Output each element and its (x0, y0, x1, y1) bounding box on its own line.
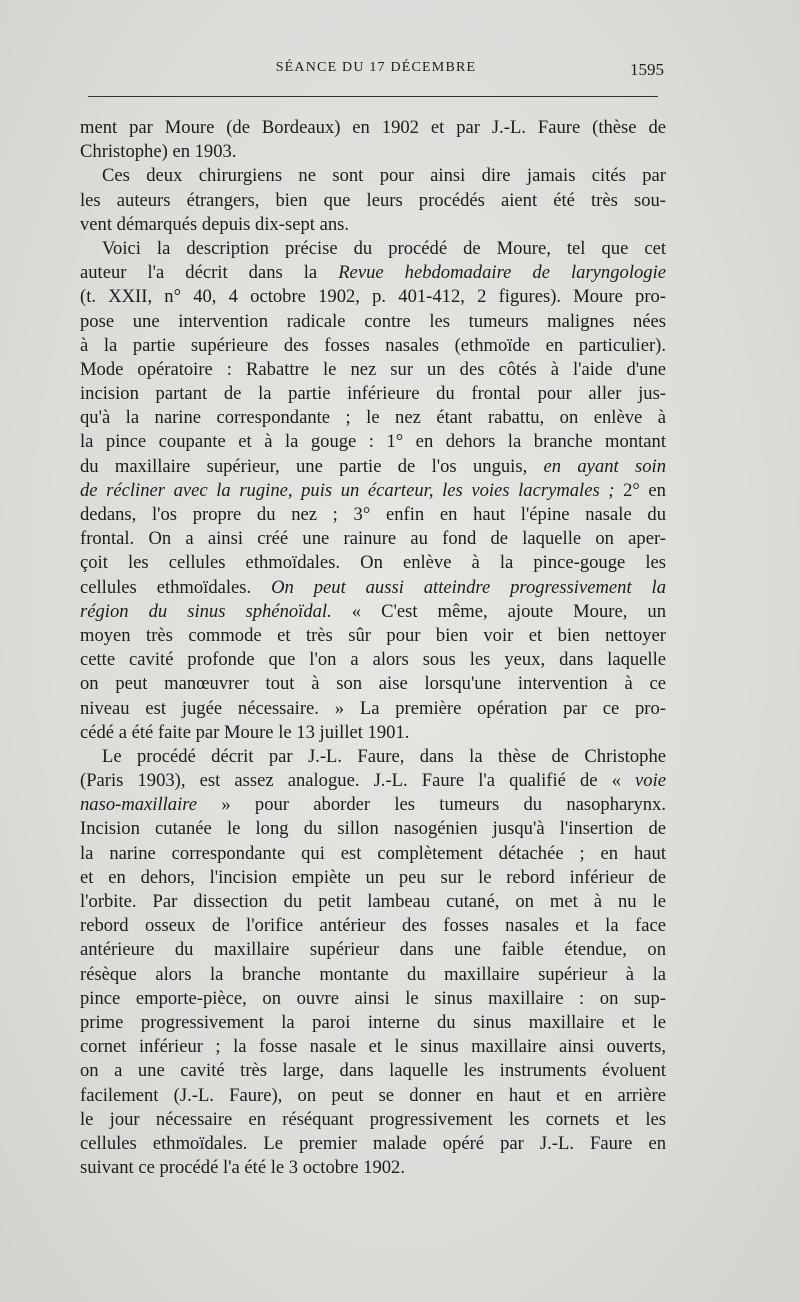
text-run: 2° en (614, 479, 666, 501)
text-line: çoit les cellules ethmoïdales. On enlève à la pince-gouge les (80, 552, 666, 574)
text-line: Voici la description précise du procédé de Moure, tel que cet (102, 237, 666, 259)
text-line: la narine correspondante qui est complètement détachée ; en haut (80, 842, 666, 864)
text-line (80, 769, 666, 793)
text-line: cornet inférieur ; la fosse nasale et le sinus maxillaire ainsi ouverts, (80, 1036, 666, 1058)
italic-text: région du sinus sphénoïdal. (80, 600, 332, 622)
text-line: (t. XXII, n° 40, 4 octobre 1902, p. 401-412, 2 figures). Moure pro- (80, 286, 666, 308)
text-line: on peut manœuvrer tout à son aise lorsqu'une intervention à ce (80, 673, 666, 695)
text-line: Christophe) en 1903. (80, 141, 237, 163)
text-line: qu'à la narine correspondante ; le nez étant rabattu, on enlève à (80, 407, 666, 429)
text-line (80, 455, 666, 479)
text-line: dedans, l'os propre du nez ; 3° enfin en haut l'épine nasale du (80, 504, 666, 525)
text-line: suivant ce procédé l'a été le 3 octobre 1902. (80, 1157, 405, 1179)
text-line: l'orbite. Par dissection du petit lambeau cutané, on met à nu le (80, 891, 666, 912)
text-line: cédé a été faite par Moure le 13 juillet 1901. (80, 721, 410, 743)
text-run: auteur l'a décrit dans la (80, 262, 339, 284)
text-line: niveau est jugée nécessaire. » La première opération par ce pro- (80, 697, 666, 719)
text-line: les auteurs étrangers, bien que leurs procédés aient été très sou- (80, 189, 666, 211)
text-line (80, 793, 666, 817)
running-header (88, 60, 664, 84)
text-line: Mode opératoire : Rabattre le nez sur un des côtés à l'aide d'une (80, 358, 666, 380)
italic-text: voie (635, 770, 666, 792)
italic-text: en ayant soin (543, 455, 667, 477)
text-run: du maxillaire supérieur, une partie de l'os unguis, (80, 455, 544, 477)
text-line: pince emporte-pièce, on ouvre ainsi le sinus maxillaire : on sup- (80, 987, 666, 1009)
text-line: antérieure du maxillaire supérieur dans une faible étendue, on (80, 939, 666, 961)
text-line (80, 261, 666, 285)
italic-text: de récliner avec la rugine, puis un écarteur, les voies lacrymales ; (80, 479, 615, 501)
text-line: et en dehors, l'incision empiète un peu sur le rebord inférieur de (80, 866, 666, 888)
text-line: facilement (J.-L. Faure), on peut se donner en haut et en arrière (80, 1084, 666, 1106)
text-line (80, 600, 666, 624)
text-line: moyen très commode et très sûr pour bien voir et bien nettoyer (80, 624, 666, 646)
text-line: Le procédé décrit par J.-L. Faure, dans la thèse de Christophe (102, 745, 666, 767)
text-line: résèque alors la branche montante du maxillaire supérieur à la (80, 963, 666, 985)
text-line (80, 479, 666, 503)
italic-text: Revue hebdomadaire de laryngologie (338, 262, 666, 284)
text-run: « C'est même, ajoute Moure, un (331, 600, 666, 622)
text-line: cellules ethmoïdales. Le premier malade opéré par J.-L. Faure en (80, 1132, 666, 1154)
text-line: ment par Moure (de Bordeaux) en 1902 et par J.-L. Faure (thèse de (80, 117, 666, 138)
text-line: à la partie supérieure des fosses nasales (ethmoïde en particulier). (80, 334, 666, 356)
body-text (80, 116, 666, 1180)
text-run: » pour aborder les tumeurs du nasopharynx. (197, 794, 666, 816)
text-line: vent démarqués depuis dix-sept ans. (80, 213, 350, 235)
page-number: 1595 (630, 60, 664, 79)
text-line (80, 576, 666, 600)
text-line: frontal. On a ainsi créé une rainure au fond de laquelle on aper- (80, 528, 666, 550)
text-line: cette cavité profonde que l'on a alors sous les yeux, dans laquelle (80, 649, 666, 671)
text-run: cellules ethmoïdales. (80, 576, 272, 598)
text-line: prime progressivement la paroi interne du sinus maxillaire et le (80, 1011, 666, 1033)
text-line: Ces deux chirurgiens ne sont pour ainsi dire jamais cités par (102, 165, 666, 187)
text-line: pose une intervention radicale contre les tumeurs malignes nées (80, 310, 666, 332)
text-line: rebord osseux de l'orifice antérieur des fosses nasales et la face (80, 915, 666, 937)
header-rule (88, 96, 658, 97)
text-line: Incision cutanée le long du sillon nasogénien jusqu'à l'insertion de (80, 818, 666, 840)
header-title: SÉANCE DU 17 DÉCEMBRE (275, 60, 477, 75)
italic-text: On peut aussi atteindre progressivement la (271, 576, 666, 598)
text-line: le jour nécessaire en réséquant progressivement les cornets et les (80, 1108, 666, 1130)
text-run: (Paris 1903), est assez analogue. J.-L. Faure l'a qualifié de « (80, 770, 636, 792)
text-line: on a une cavité très large, dans laquelle les instruments évoluent (80, 1060, 666, 1082)
text-line: la pince coupante et à la gouge : 1° en dehors la branche montant (80, 431, 666, 453)
text-line: incision partant de la partie inférieure du frontal pour aller jus- (80, 383, 666, 405)
italic-text: naso-maxillaire (80, 794, 198, 816)
